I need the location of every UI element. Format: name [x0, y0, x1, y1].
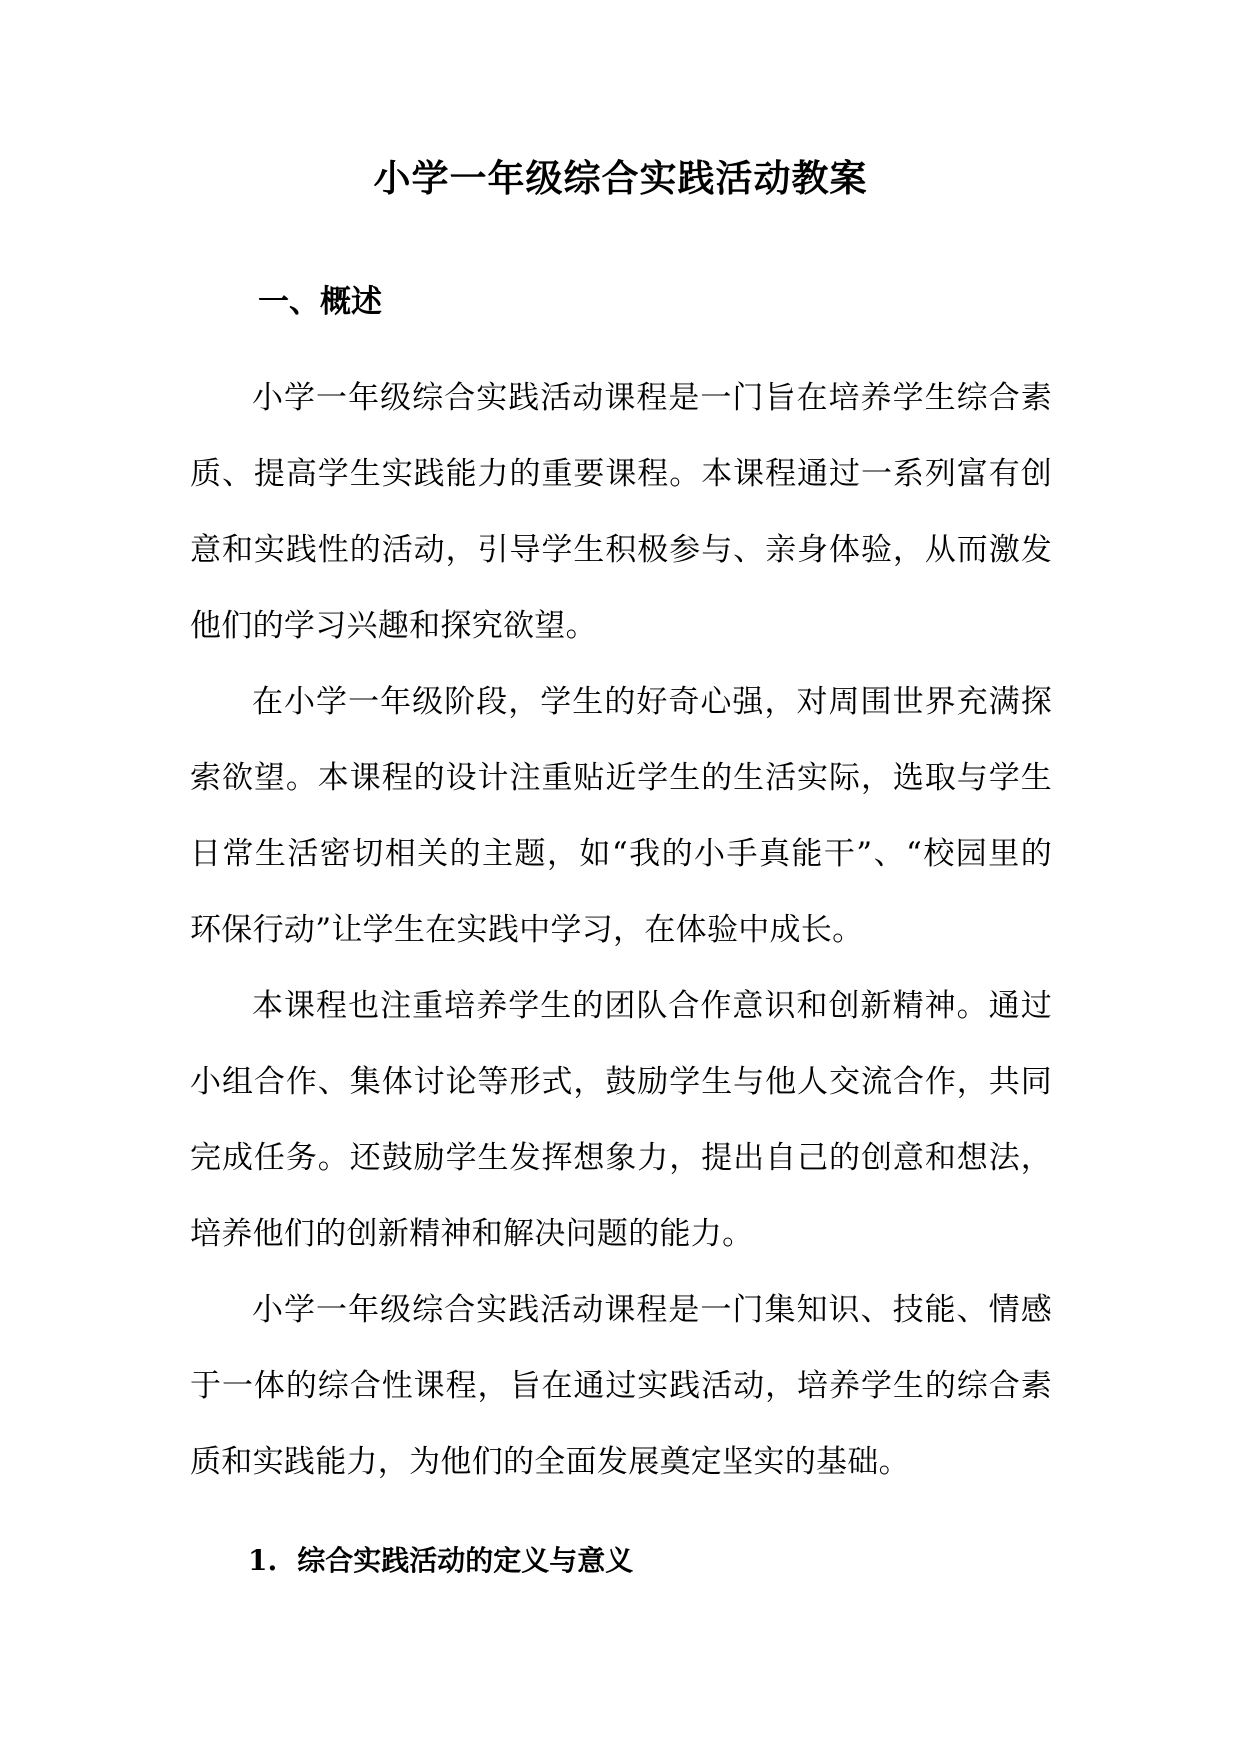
- document-body: [190, 360, 1052, 1500]
- paragraph: 本课程也注重培养学生的团队合作意识和创新精神。通过小组合作、集体讨论等形式，鼓励学生与他人交流合作，共同完成任务。还鼓励学生发挥想象力，提出自己的创意和想法，培养他们的创新精神和解决问题的能力。: [190, 988, 1052, 1252]
- section-heading-overview: 一、概述: [258, 284, 382, 320]
- subsection-number: 1.: [248, 1544, 278, 1577]
- paragraph: 小学一年级综合实践活动课程是一门旨在培养学生综合素质、提高学生实践能力的重要课程。本课程通过一系列富有创意和实践性的活动，引导学生积极参与、亲身体验，从而激发他们的学习兴趣和探究欲望。: [190, 380, 1052, 644]
- subsection-heading: [248, 1537, 633, 1585]
- subsection-title: 综合实践活动的定义与意义: [297, 1544, 634, 1577]
- paragraph: 在小学一年级阶段，学生的好奇心强，对周围世界充满探索欲望。本课程的设计注重贴近学生的生活实际，选取与学生日常生活密切相关的主题，如“我的小手真能干”、“校园里的环保行动”让学生在实践中学习，在体验中成长。: [190, 684, 1052, 948]
- paragraph: 小学一年级综合实践活动课程是一门集知识、技能、情感于一体的综合性课程，旨在通过实践活动，培养学生的综合素质和实践能力，为他们的全面发展奠定坚实的基础。: [190, 1292, 1052, 1480]
- document-title: 小学一年级综合实践活动教案: [373, 156, 868, 200]
